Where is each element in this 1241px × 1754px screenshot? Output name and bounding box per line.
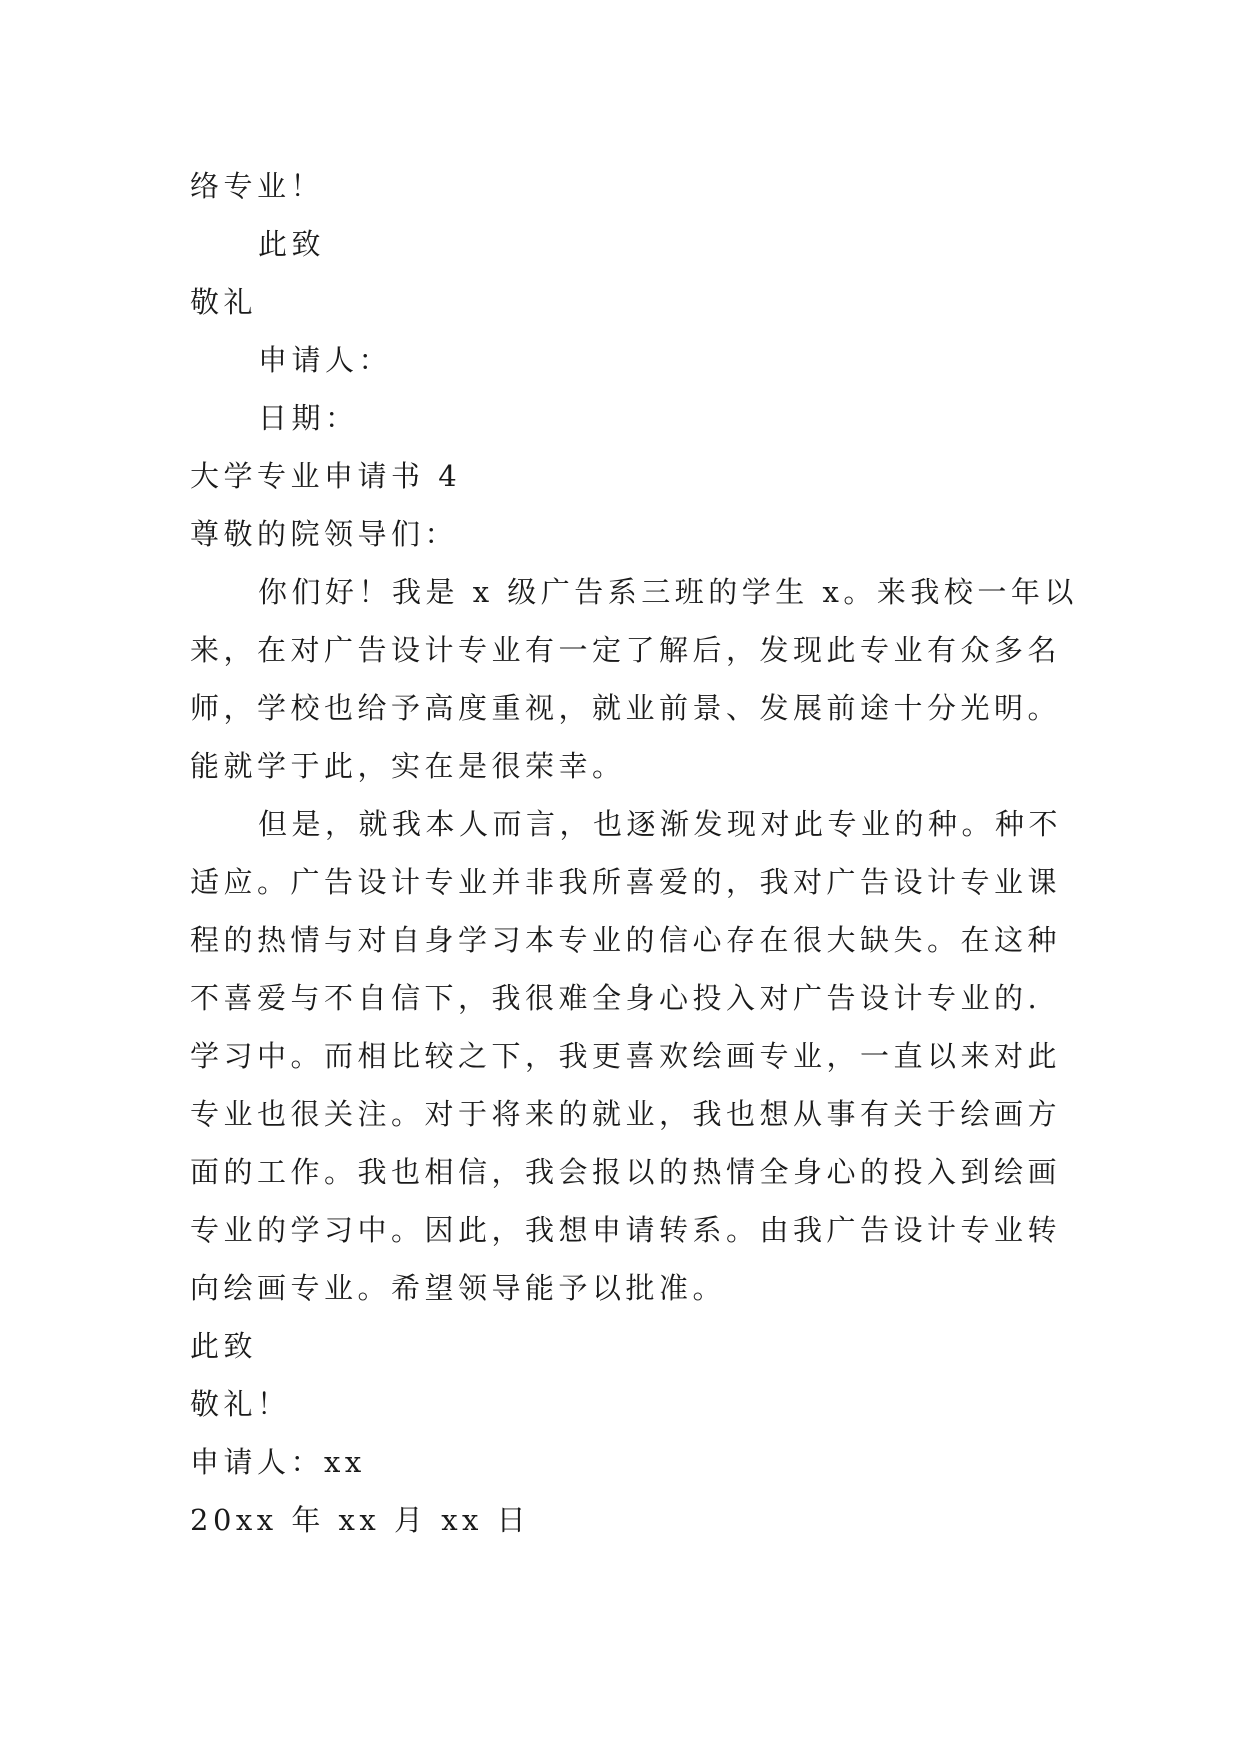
paragraph-line: 向绘画专业。希望领导能予以批准。 bbox=[190, 1271, 727, 1305]
text-line-date: 20xx 年 xx 月 xx 日 bbox=[190, 1503, 531, 1537]
text-line-date-label: 日期： bbox=[258, 401, 359, 435]
paragraph-line: 不喜爱与不自信下，我很难全身心投入对广告设计专业的. bbox=[190, 981, 1042, 1015]
text-line-regards: 敬礼！ bbox=[190, 1387, 291, 1421]
text-line-salutation: 此致 bbox=[258, 227, 326, 261]
paragraph-line: 专业也很关注。对于将来的就业，我也想从事有关于绘画方 bbox=[190, 1097, 1062, 1131]
text-line-greeting: 尊敬的院领导们： bbox=[190, 517, 459, 551]
text-line-continuation: 络专业！ bbox=[190, 169, 325, 203]
text-line-regards: 敬礼 bbox=[190, 285, 258, 319]
section-title: 大学专业申请书 4 bbox=[190, 459, 462, 493]
paragraph-line: 专业的学习中。因此，我想申请转系。由我广告设计专业转 bbox=[190, 1213, 1062, 1247]
paragraph-line: 但是，就我本人而言，也逐渐发现对此专业的种。种不 bbox=[258, 807, 1063, 841]
text-line-applicant: 申请人：xx bbox=[190, 1445, 366, 1479]
paragraph-line: 程的热情与对自身学习本专业的信心存在很大缺失。在这种 bbox=[190, 923, 1062, 957]
paragraph-line: 师，学校也给予高度重视，就业前景、发展前途十分光明。 bbox=[190, 691, 1062, 725]
paragraph-line: 能就学于此，实在是很荣幸。 bbox=[190, 749, 626, 783]
paragraph-line: 适应。广告设计专业并非我所喜爱的，我对广告设计专业课 bbox=[190, 865, 1062, 899]
paragraph-line: 你们好！我是 x 级广告系三班的学生 x。来我校一年以 bbox=[258, 575, 1078, 609]
paragraph-line: 来，在对广告设计专业有一定了解后，发现此专业有众多名 bbox=[190, 633, 1062, 667]
paragraph-line: 面的工作。我也相信，我会报以的热情全身心的投入到绘画 bbox=[190, 1155, 1062, 1189]
text-line-applicant-label: 申请人： bbox=[258, 343, 393, 377]
paragraph-line: 学习中。而相比较之下，我更喜欢绘画专业，一直以来对此 bbox=[190, 1039, 1062, 1073]
text-line-salutation: 此致 bbox=[190, 1329, 258, 1363]
